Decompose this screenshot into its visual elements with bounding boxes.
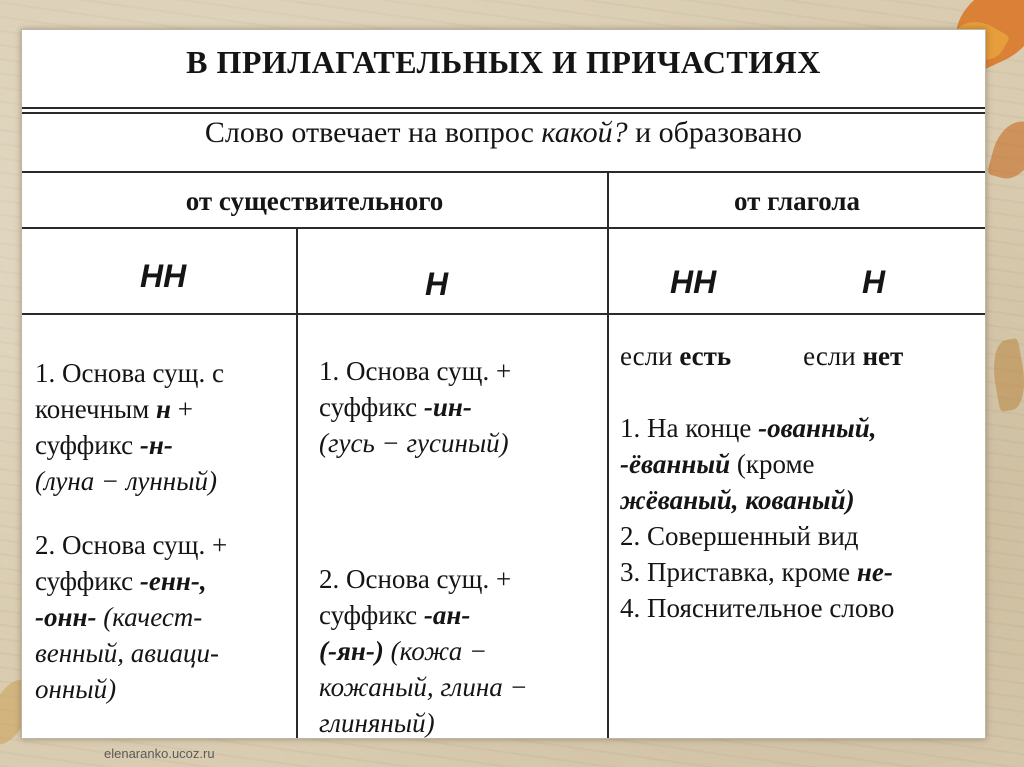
subtitle-text: Слово отвечает на вопрос: [204, 116, 542, 149]
rule-line: 1. Основа сущ. с: [35, 358, 224, 388]
rule-highlight: -ан-: [423, 600, 471, 630]
subtitle-question: какой?: [541, 116, 628, 149]
rule-line: [35, 391, 293, 427]
autumn-leaf-decoration: [987, 116, 1024, 184]
rule-example: глиняный): [319, 708, 435, 738]
column-header-verb: от глагола: [733, 186, 861, 216]
rule-line: [319, 597, 603, 633]
rule-highlight: н: [156, 394, 172, 424]
mark-verb-nn: НН: [670, 264, 717, 300]
noun-n-rules: [319, 353, 603, 741]
noun-nn-rules: [35, 355, 293, 707]
rule-example: кожаный, глина −: [319, 672, 528, 702]
rule-line: [620, 410, 980, 446]
rule-line: [319, 633, 603, 669]
rule-line: 2. Основа сущ. +: [319, 564, 512, 594]
verb-rules: [620, 338, 980, 626]
rule-line: [620, 446, 980, 482]
divider: [607, 171, 609, 738]
rule-example: (гусь − гусиный): [319, 428, 509, 458]
divider: [22, 313, 985, 315]
page-title: В ПРИЛАГАТЕЛЬНЫХ И ПРИЧАСТИЯХ: [186, 44, 821, 80]
divider: [22, 227, 985, 229]
rule-line: 1. Основа сущ. +: [319, 356, 512, 386]
source-footer: elenaranko.ucoz.ru: [104, 746, 215, 761]
rule-line: [35, 599, 293, 635]
rule-line: [35, 427, 293, 463]
rule-line: [35, 563, 293, 599]
rule-text: суффикс: [319, 392, 424, 422]
column-header-noun: от существительного: [185, 186, 444, 216]
rule-highlight: (-ян-): [319, 636, 384, 666]
rule-highlight: не-: [856, 557, 893, 587]
rule-text: 1. На конце: [620, 413, 759, 443]
rule-example: (луна − лунный): [35, 466, 217, 496]
rule-line: [319, 389, 603, 425]
rule-text: конечным: [35, 394, 157, 424]
rule-highlight: -енн-,: [139, 566, 207, 596]
rule-highlight: нет: [862, 341, 904, 371]
rule-line: 2. Основа сущ. +: [35, 530, 228, 560]
rule-text: суффикс: [35, 566, 140, 596]
subtitle-text-end: и образовано: [627, 116, 803, 149]
mark-verb-n: Н: [862, 264, 886, 300]
rule-highlight: -онн-: [35, 602, 97, 632]
rule-example: онный): [35, 674, 117, 704]
mark-noun-n: Н: [425, 266, 449, 302]
mark-noun-nn: НН: [140, 258, 187, 294]
rule-line: [620, 338, 980, 374]
divider: [22, 107, 985, 109]
rule-text: +: [171, 394, 193, 424]
rule-text: если: [620, 341, 680, 371]
divider: [296, 227, 298, 738]
rule-text: если: [803, 341, 863, 371]
rule-text: (кроме: [730, 449, 815, 479]
rule-text: 3. Приставка, кроме: [620, 557, 857, 587]
rule-example: (качест-: [96, 602, 203, 632]
rule-highlight: -ин-: [423, 392, 472, 422]
divider: [22, 171, 985, 173]
rule-example: (кожа −: [383, 636, 488, 666]
rule-text: суффикс: [319, 600, 424, 630]
rule-table-card: [21, 29, 986, 739]
rule-exception: жёваный, кованый): [620, 485, 855, 515]
rule-highlight: -н-: [139, 430, 173, 460]
rule-highlight: есть: [679, 341, 732, 371]
rule-highlight: -ованный,: [758, 413, 877, 443]
rule-line: 2. Совершенный вид: [620, 521, 859, 551]
rule-highlight: -ёванный: [620, 449, 731, 479]
rule-text: суффикс: [35, 430, 140, 460]
divider: [22, 112, 985, 114]
rule-example: венный, авиаци-: [35, 638, 219, 668]
autumn-leaf-decoration: [988, 338, 1024, 412]
subtitle: [22, 116, 985, 150]
rule-line: [620, 554, 980, 590]
rule-line: 4. Пояснительное слово: [620, 593, 895, 623]
